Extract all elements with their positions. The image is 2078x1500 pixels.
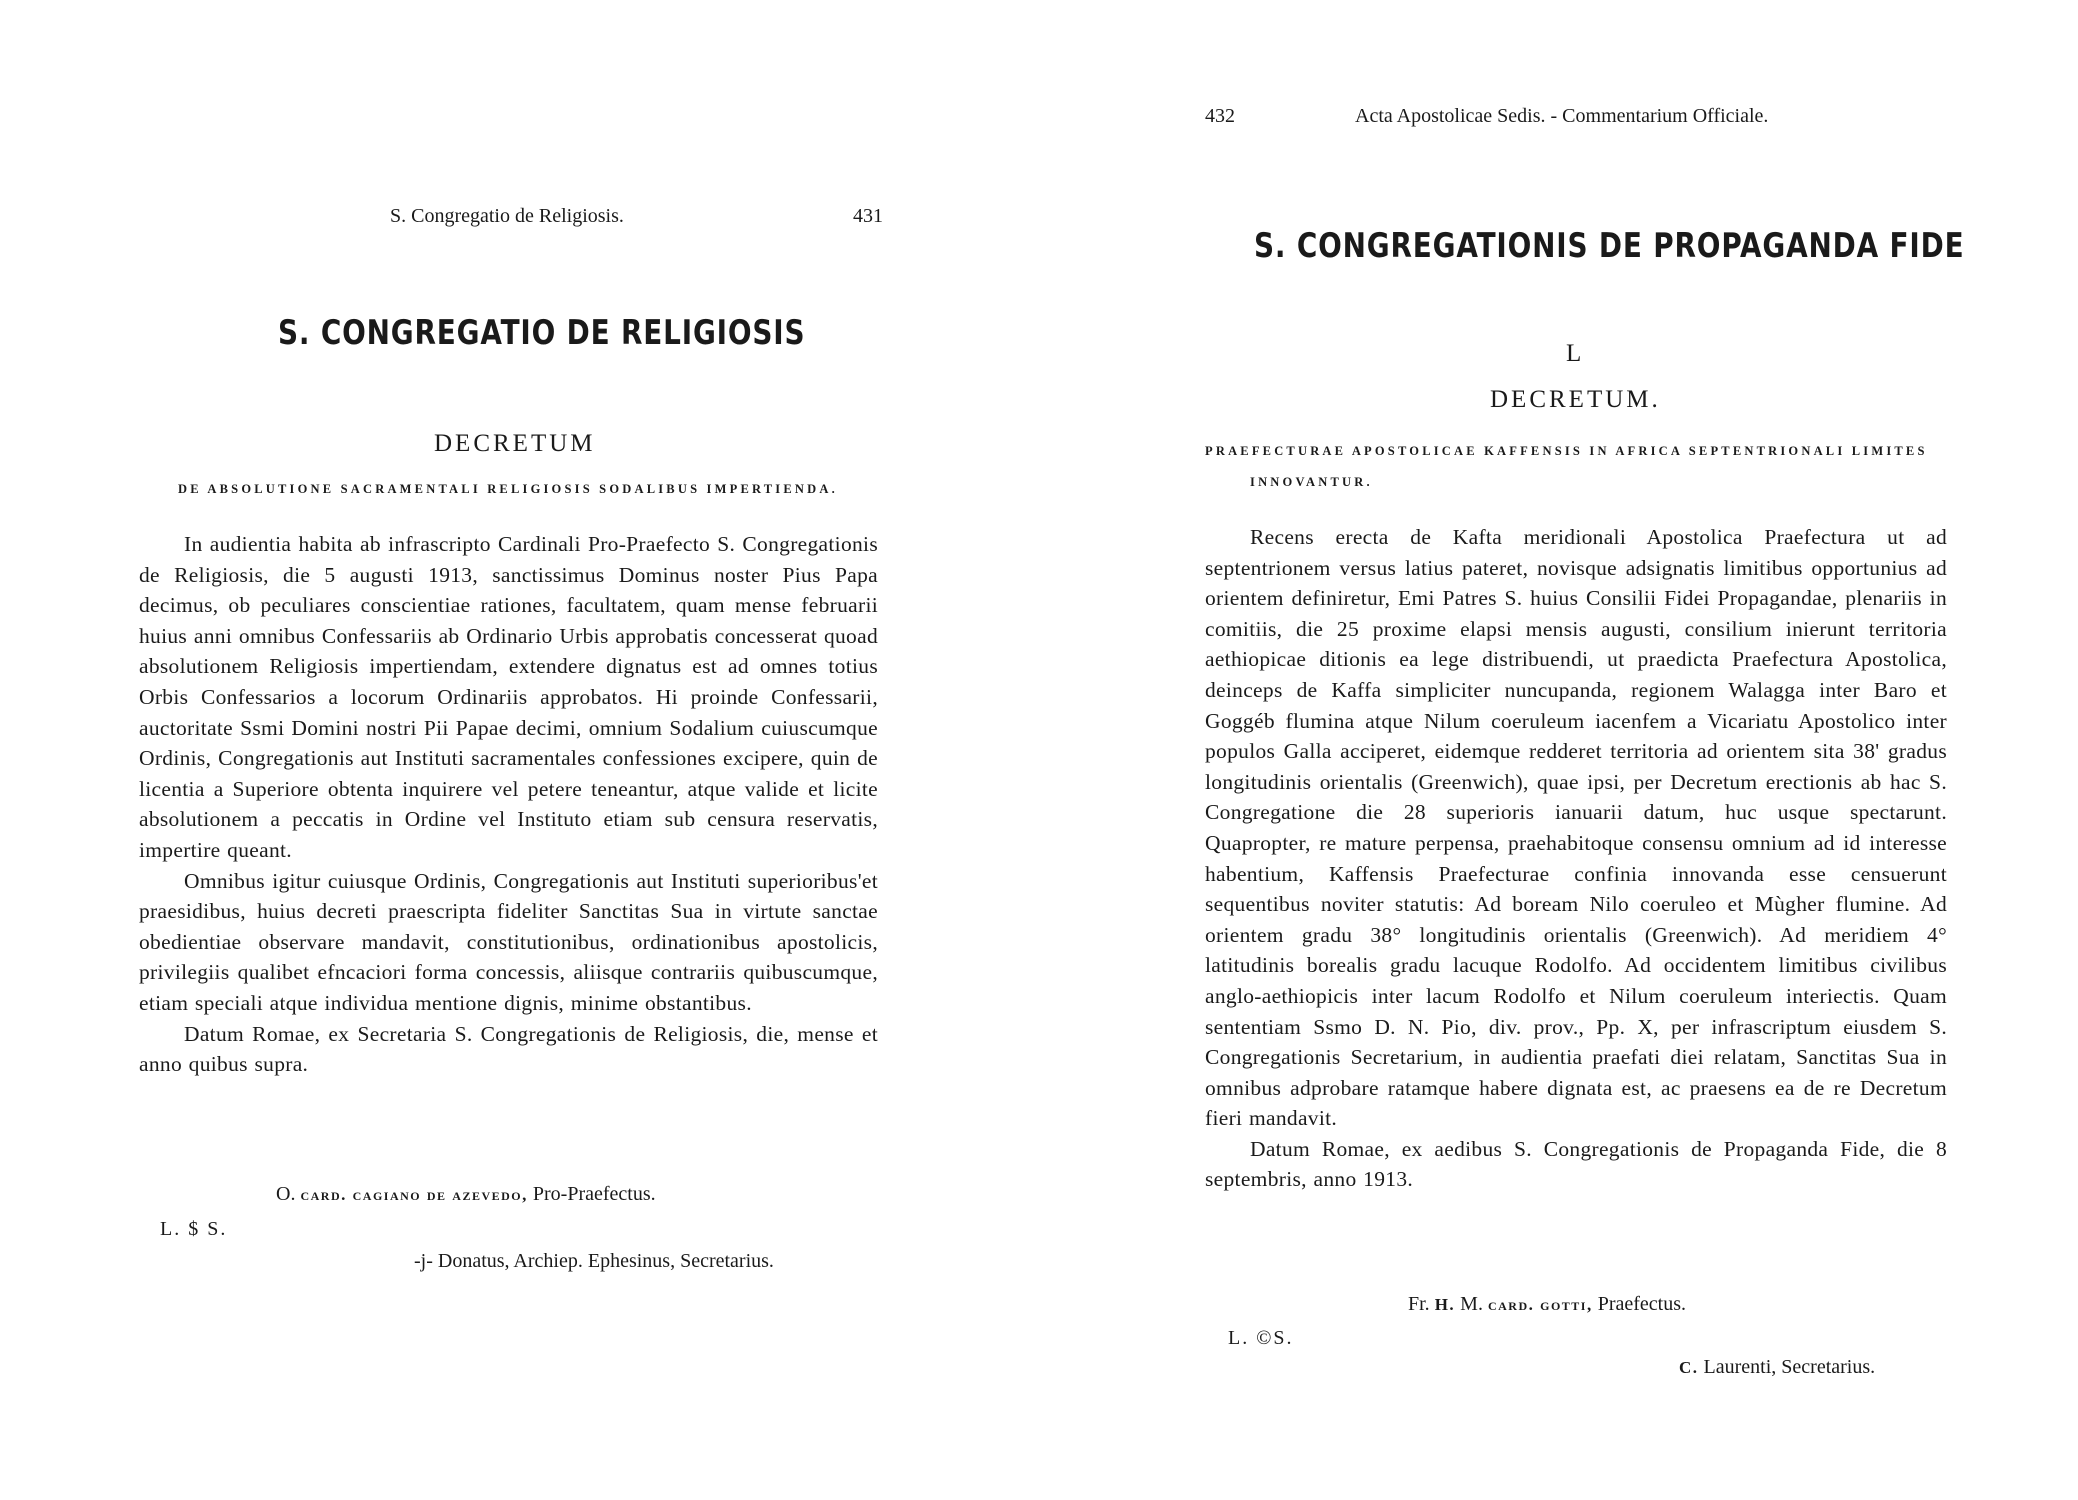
page-number: 432	[1205, 105, 1235, 127]
signature-name: card. cagiano de azevedo,	[300, 1185, 528, 1204]
paragraph: Datum Romae, ex aedibus S. Congregationis de Propaganda Fide, die 8 septembris, anno 1913.	[1205, 1136, 1947, 1192]
signature-title: Secretarius.	[1781, 1356, 1876, 1378]
paragraph: In audientia habita ab infrascripto Cardinali Pro-Praefecto S. Congregationis de Religiosis, die 5 augusti 1913, sanctissimus Dominus noster Pius Papa decimus, ob peculiares conscientiae rationes, facultatem, quam mense februarii huius anni omnibus Confessariis ab Ordinario Urbis approbatis concesserat quoad absolutionem Religiosis impertiendam, extendere dignatus est ad omnes totius Orbis Confessarios a locorum Ordinariis approbatos. Hi proinde Confessarii, auctoritate Ssmi Domini nostri Pii Papae decimi, omnium Sodalium cuiuscumque Ordinis, Congregationis aut Instituti sacramentales confessiones excipere, quin de licentia a Superiore obtenta inquirere vel petere teneantur, atque valide et licite absolutionem a peccatis in Ordine vel Instituto etiam sub censura reservatis, impertire queant.	[139, 532, 878, 862]
signature-initial: C.	[1679, 1358, 1699, 1377]
signature-initials: H.	[1434, 1295, 1456, 1314]
decree-heading: DECRETUM.	[1490, 386, 1661, 413]
paragraph: Datum Romae, ex Secretaria S. Congregationis de Religiosis, die, mense et anno quibus supra.	[139, 1021, 878, 1077]
right-page	[1039, 0, 2078, 1500]
decree-heading: DECRETUM	[434, 430, 596, 457]
signature-name: card. gotti,	[1487, 1295, 1593, 1314]
signature-prefix: Fr.	[1408, 1293, 1430, 1315]
roman-number: L	[1566, 340, 1585, 367]
signature-secretary: -j- Donatus, Archiep. Ephesinus, Secretarius.	[414, 1250, 774, 1272]
section-title: S. CONGREGATIO DE RELIGIOSIS	[278, 313, 806, 353]
signature-prefix: O.	[276, 1183, 296, 1205]
signature-name: Laurenti,	[1703, 1356, 1777, 1378]
decree-subheading-line1: PRAEFECTURAE APOSTOLICAE KAFFENSIS IN AFRICA SEPTENTRIONALI LIMITES	[1205, 444, 1928, 458]
decree-body	[1205, 522, 1947, 1195]
decree-subheading-line2: INNOVANTUR.	[1250, 475, 1373, 489]
decree-subheading: DE ABSOLUTIONE SACRAMENTALI RELIGIOSIS SODALIBUS IMPERTIENDA.	[178, 482, 838, 496]
signature-prefect	[1408, 1293, 1686, 1316]
running-head: S. Congregatio de Religiosis.	[390, 205, 624, 227]
page-number: 431	[853, 205, 883, 227]
signature-title: Pro-Praefectus.	[532, 1183, 656, 1205]
decree-body	[139, 529, 878, 1080]
section-title: S. CONGREGATIONIS DE PROPAGANDA FIDE	[1254, 226, 1965, 266]
seal-mark: L. $ S.	[160, 1218, 228, 1240]
signature-prefect	[276, 1183, 656, 1206]
seal-mark: L. ©S.	[1228, 1327, 1294, 1349]
signature-m: M.	[1460, 1293, 1483, 1315]
running-head: Acta Apostolicae Sedis. - Commentarium Officiale.	[1355, 105, 1769, 127]
paragraph: Omnibus igitur cuiusque Ordinis, Congregationis aut Instituti superioribus'et praesidibus, huius decreti praescripta fideliter Sanctitas Sua in virtute sanctae obedientiae observare mandavit, constitutionibus, ordinationibus apostolicis, privilegiis qualibet efncaciori forma concessis, aliisque contrariis quibuscumque, etiam speciali atque individua mentione dignis, minime obstantibus.	[139, 868, 878, 1015]
signature-secretary	[1679, 1356, 1875, 1379]
paragraph: Recens erecta de Kafta meridionali Apostolica Praefectura ut ad septentrionem versus latius pateret, novisque adsignatis limitibus opportunius ad orientem definiretur, Emi Patres S. huius Consilii Fidei Propagandae, plenariis in comitiis, die 25 proxime elapsi mensis augusti, consilium inierunt territoria aethiopicae ditionis ea lege distribuendi, ut praedicta Praefectura Apostolica, deinceps de Kaffa simpliciter nuncupanda, regionem Walagga inter Baro et Goggéb flumina atque Nilum coeruleum iacenfem a Vicariatu Apostolico inter populos Galla acciperet, eidemque redderet territoria ad orientem sita 38' gradus longitudinis orientalis (Greenwich), quae ipsi, per Decretum erectionis ab hac S. Congregatione die 28 superioris ianuarii datum, huc usque spectarunt. Quapropter, re mature perpensa, praehabitoque consensu omnium ad id interesse habentium, Kaffensis Praefecturae confinia innovanda esse censuerunt sequentibus noviter statutis: Ad boream Nilo coeruleo et Mùgher flumine. Ad orientem gradu 38° longitudinis orientalis (Greenwich). Ad meridiem 4° latitudinis borealis gradu lacuque Rodolfo. Ad occidentem limitibus civilibus anglo-aethiopicis inter lacum Rodolfo et Nilum coeruleum interiectis. Quam sententiam Ssmo D. N. Pio, div. prov., Pp. X, per infrascriptum eiusdem S. Congregationis Secretarium, in audientia praefati diei relatam, Sanctitas Sua in omnibus adprobare ratamque habere dignata est, ac praesens ea de re Decretum fieri mandavit.	[1205, 525, 1947, 1131]
signature-title: Praefectus.	[1597, 1293, 1687, 1315]
